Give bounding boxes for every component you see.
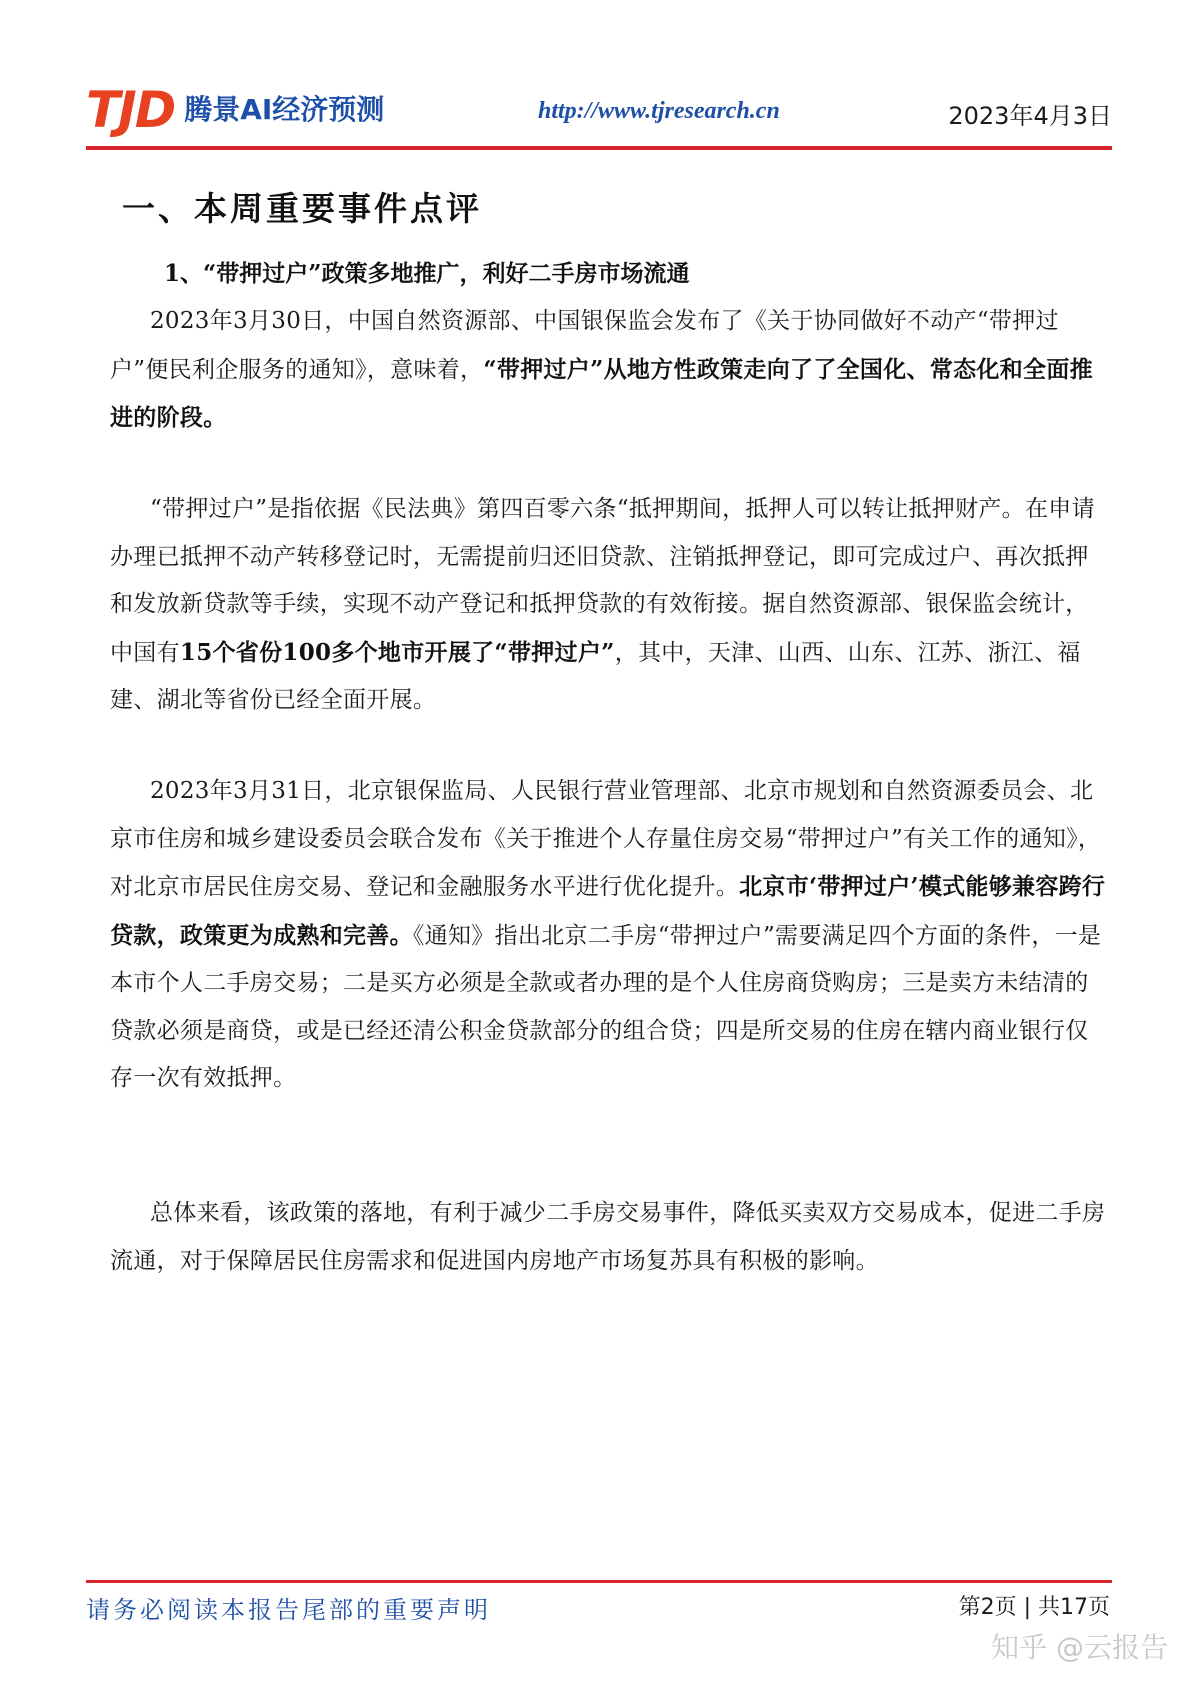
logo-mark: TJD bbox=[86, 81, 175, 139]
paragraph-4-text: 总体来看，该政策的落地，有利于减少二手房交易事件，降低买卖双方交易成本，促进二手房流通，对于保障居民住房需求和促进国内房地产市场复苏具有积极的影响。 bbox=[110, 1200, 1106, 1274]
paragraph-1-bold: “带押过户”从地方性政策走向了了全国化、常态化和全面推进的阶段。 bbox=[110, 355, 1093, 431]
paragraph-3 bbox=[110, 768, 1110, 1103]
section-title: 一、本周重要事件点评 bbox=[122, 189, 482, 228]
paragraph-2-text: “带押过户”是指依据《民法典》第四百零六条“抵押期间，抵押人可以转让抵押财产。在申请办理已抵押不动产转移登记时，无需提前归还旧贷款、注销抵押登记，即可完成过户、再次抵押和发放新贷款等手续，实现不动产登记和抵押贷款的有效衔接。据自然资源部、银保监会统计，中国有 bbox=[110, 496, 1095, 666]
logo-text: 腾景AI经济预测 bbox=[184, 93, 385, 126]
sub-title: 1、“带押过户”政策多地推广，利好二手房市场流通 bbox=[164, 260, 690, 287]
paragraph-3-bold: 北京市‘带押过户’模式能够兼容跨行贷款，政策更为成熟和完善。 bbox=[110, 873, 1106, 949]
paragraph-2-text-end: ，其中，天津、山西、山东、江苏、浙江、福建、湖北等省份已经全面开展。 bbox=[110, 639, 1081, 713]
paragraph-2 bbox=[110, 486, 1110, 725]
page-number: 第2页 | 共17页 bbox=[958, 1595, 1110, 1620]
company-logo bbox=[86, 81, 385, 139]
footer-divider bbox=[86, 1580, 1112, 1583]
paragraph-3-text-end: 《通知》指出北京二手房“带押过户”需要满足四个方面的条件，一是本市个人二手房交易；二是买方必须是全款或者办理的是个人住房商贷购房；三是卖方未结清的贷款必须是商贷，或是已经还清公积金贷款部分的组合贷；四是所交易的住房在辖内商业银行仅存一次有效抵押。 bbox=[110, 922, 1102, 1091]
paragraph-2-bold: 15个省份100多个地市开展了“带押过户” bbox=[179, 638, 615, 666]
paragraph-4 bbox=[110, 1190, 1110, 1285]
paragraph-3-text: 2023年3月31日，北京银保监局、人民银行营业管理部、北京市规划和自然资源委员会、北京市住房和城乡建设委员会联合发布《关于推进个人存量住房交易“带押过户”有关工作的通知》，对北京市居民住房交易、登记和金融服务水平进行优化提升。 bbox=[110, 778, 1102, 900]
report-date: 2023年4月3日 bbox=[948, 102, 1112, 130]
watermark: 知乎 @云报告 bbox=[991, 1631, 1168, 1664]
paragraph-1-text: 2023年3月30日，中国自然资源部、中国银保监会发布了《关于协同做好不动产“带押过户”便民利企服务的通知》，意味着， bbox=[110, 308, 1059, 383]
header-divider bbox=[86, 146, 1112, 150]
disclaimer-notice: 请务必阅读本报告尾部的重要声明 bbox=[86, 1596, 491, 1624]
website-link[interactable]: http://www.tjresearch.cn bbox=[538, 98, 780, 124]
paragraph-1 bbox=[110, 298, 1110, 443]
page-header bbox=[86, 78, 1112, 148]
